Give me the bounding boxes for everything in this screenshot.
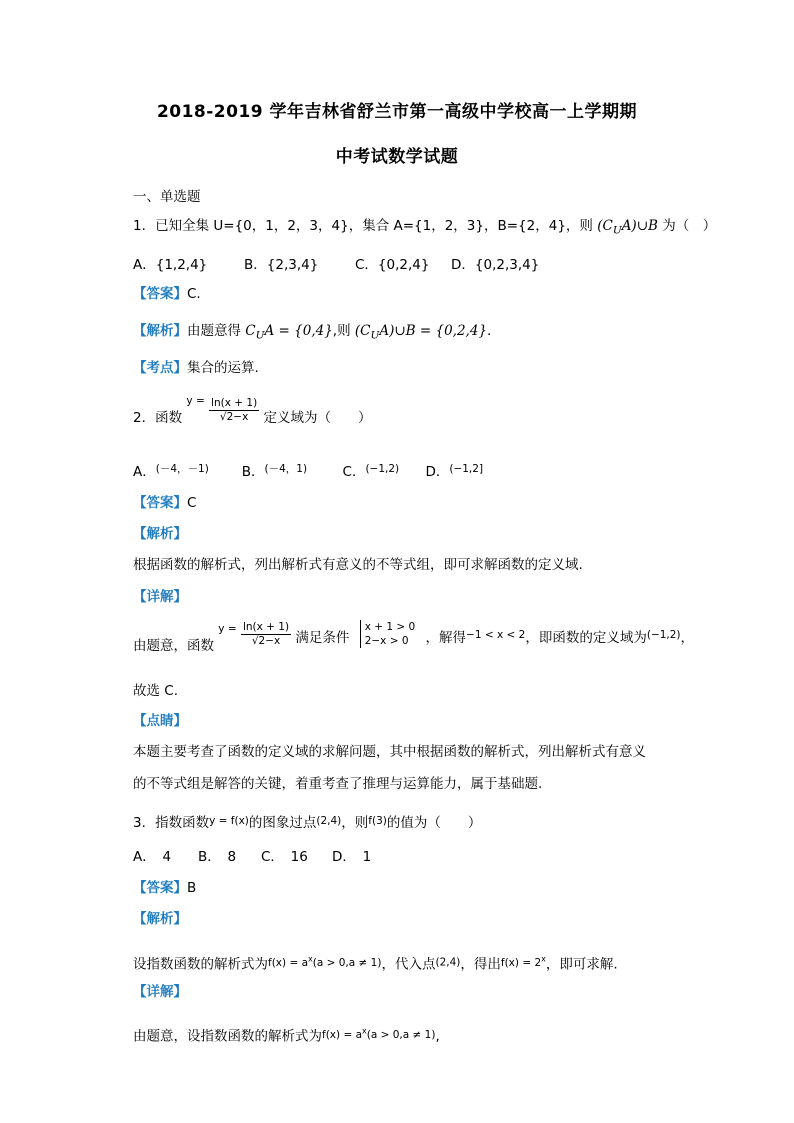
q2-comment-tag-text: 【点睛】	[133, 713, 187, 729]
q2-detail-fraction	[241, 621, 291, 648]
q3-options	[133, 848, 371, 866]
q2-option-b-label: B．	[241, 464, 265, 480]
q3-detail-tag-text: 【详解】	[133, 984, 187, 1000]
q1-point-tag: 【考点】	[133, 360, 187, 376]
q3-stem-a: 3．指数函数	[133, 815, 210, 831]
q3-analysis-fx	[268, 954, 382, 969]
q2-option-a: (－4，－1)	[155, 463, 209, 475]
q3-analysis-result-sup: x	[541, 954, 546, 963]
q3-detail-fx-text: f(x) = a	[322, 1028, 363, 1041]
q1-option-d: D．{0,2,3,4}	[451, 257, 540, 273]
q1-analysis-math-2b: A)∪B = {0,2,4}	[379, 323, 488, 339]
q1-option-a: A．{1,2,4}	[133, 257, 208, 273]
q1-stem-end: 为（ ）	[662, 218, 717, 234]
q2-inequality-system	[360, 620, 416, 648]
q3-detail-text-a: 由题意，设指数函数的解析式为	[133, 1028, 322, 1045]
q2-fn-denominator: √2−x	[219, 410, 249, 423]
q3-detail-fx-sup: x	[362, 1026, 367, 1035]
q2-choose: 故选 C.	[133, 683, 179, 699]
q2-detail	[133, 620, 694, 655]
q3-analysis	[133, 950, 618, 974]
document-title-line-1: 2018-2019 学年吉林省舒兰市第一高级中学校高一上学期期	[156, 102, 638, 122]
q3-answer-value: B	[187, 880, 197, 896]
q1-expr-a: (C	[597, 218, 613, 234]
q2-option-c-label: C．	[342, 464, 366, 480]
q2-fn-fraction	[209, 397, 259, 424]
q3-analysis-text-c: ，得出	[460, 956, 501, 973]
q2-option-b: (－4，1)	[264, 463, 308, 475]
q2-option-d-label: D．	[425, 464, 450, 480]
document-title-line-2: 中考试数学试题	[335, 147, 459, 167]
q3-analysis-fx-text: f(x) = a	[268, 956, 309, 969]
q3-answer-tag: 【答案】	[133, 880, 187, 896]
q1-analysis-end: .	[487, 323, 492, 339]
q1-analysis-sub-2: U	[370, 329, 380, 342]
q2-fn-y: y =	[186, 395, 205, 407]
q3-stem-f3: f(3)	[368, 815, 387, 827]
q3-analysis-text-b: ，代入点	[381, 956, 436, 973]
q1-analysis-math-1	[245, 323, 333, 342]
q1-stem	[133, 217, 716, 240]
q2-answer-tag: 【答案】	[133, 495, 187, 511]
q2-comment-line-1: 本题主要考查了函数的定义域的求解问题，其中根据函数的解析式，列出解析式有意义	[133, 744, 646, 760]
q2-detail-ineq: −1 < x < 2	[466, 629, 526, 641]
q1-analysis-math-1a: C	[245, 323, 256, 339]
q2-options	[133, 459, 483, 481]
q2-comment-line-2: 的不等式组是解答的关键，着重考查了推理与运算能力，属于基础题.	[133, 776, 543, 792]
q3-detail-cond: (a > 0,a ≠ 1)	[366, 1028, 436, 1041]
q2-system-line-1: x + 1 > 0	[364, 621, 416, 633]
q1-options	[133, 256, 539, 274]
q3-analysis-point: (2,4)	[435, 956, 461, 969]
q2-stem-text: 2．函数	[133, 410, 183, 426]
q2-option-a-label: A．	[133, 464, 156, 480]
q2-option-c: (−1,2)	[365, 463, 400, 475]
q1-analysis-tag: 【解析】	[133, 323, 187, 339]
q3-analysis-fx-sup: x	[308, 954, 313, 963]
q2-fn-numerator: ln(x + 1)	[211, 396, 258, 409]
q1-point	[133, 359, 259, 377]
q2-detail-tag-text: 【详解】	[133, 589, 187, 605]
q1-point-text: 集合的运算.	[187, 360, 259, 376]
q2-stem-end: 定义域为（ ）	[263, 410, 372, 426]
q2-comment-tag	[133, 712, 187, 730]
q3-detail-fx	[322, 1026, 436, 1041]
q2-detail-text-d: ，即函数的定义域为	[525, 630, 647, 646]
q2-detail-text-c: ，解得	[425, 630, 467, 646]
q3-stem-fn: y = f(x)	[209, 815, 249, 827]
q2-detail-text-b: 满足条件	[295, 630, 350, 646]
q3-analysis-tag-text: 【解析】	[133, 911, 187, 927]
q3-analysis-tag	[133, 910, 187, 928]
q3-analysis-text-d: ，即可求解.	[545, 956, 618, 973]
q1-answer	[133, 285, 201, 303]
q1-analysis-text-a: 由题意得	[187, 323, 246, 339]
q1-answer-tag: 【答案】	[133, 286, 187, 302]
q1-analysis	[133, 322, 491, 345]
q2-analysis-text: 根据函数的解析式，列出解析式有意义的不等式组，即可求解函数的定义域.	[133, 557, 583, 573]
q3-stem-b: 的图象过点	[248, 815, 317, 831]
q3-detail-end: ,	[435, 1028, 440, 1045]
q3-option-c: C． 16	[261, 849, 308, 865]
q2-answer-value: C	[187, 495, 197, 511]
q3-detail-tag	[133, 983, 187, 1001]
q3-stem-d: 的值为（ ）	[386, 815, 482, 831]
q3-analysis-cond: (a > 0,a ≠ 1)	[312, 956, 382, 969]
q1-analysis-math-1b: A = {0,4}	[264, 323, 333, 339]
q1-analysis-math-2a: (C	[354, 323, 371, 339]
q3-detail	[133, 1022, 440, 1046]
q3-analysis-text-a: 设指数函数的解析式为	[133, 956, 268, 973]
q3-stem	[133, 812, 481, 832]
q2-stem	[133, 392, 371, 427]
q1-analysis-sub-1: U	[255, 329, 265, 342]
q2-answer	[133, 494, 196, 512]
q1-expr-sub: U	[612, 224, 622, 237]
q3-answer	[133, 879, 196, 897]
q3-option-b: B． 8	[198, 849, 237, 865]
q2-option-d: (−1,2]	[449, 463, 484, 475]
q2-system-line-2: 2−x > 0	[364, 635, 409, 647]
q1-analysis-math-2	[354, 323, 488, 342]
q2-detail-denominator: √2−x	[251, 634, 281, 647]
q2-detail-tag	[133, 588, 187, 606]
q3-analysis-result-text: f(x) = 2	[500, 956, 542, 969]
section-heading: 一、单选题	[133, 189, 201, 205]
q2-detail-numerator: ln(x + 1)	[242, 620, 290, 633]
q1-option-c: C．{0,2,4}	[355, 257, 430, 273]
q1-stem-text: 1．已知全集 U={0，1，2，3，4}，集合 A={1，2，3}，B={2，4}，则	[133, 218, 593, 234]
q2-detail-domain: (−1,2)	[646, 629, 681, 641]
q3-option-d: D． 1	[332, 849, 372, 865]
q2-detail-text-e: ，	[680, 630, 695, 646]
q1-expr-b: A)∪B	[621, 218, 658, 234]
q3-stem-c: ，则	[341, 815, 369, 831]
q1-expr	[597, 218, 658, 237]
q2-analysis-tag-text: 【解析】	[133, 526, 187, 542]
q2-analysis-tag	[133, 525, 187, 543]
q2-detail-text-a: 由题意，函数	[133, 638, 214, 654]
q3-analysis-result	[500, 954, 546, 969]
q1-option-b: B．{2,3,4}	[244, 257, 319, 273]
q2-detail-y: y =	[218, 623, 237, 635]
q3-stem-point: (2,4)	[316, 815, 342, 827]
q1-analysis-text-b: ,则	[332, 323, 355, 339]
q3-option-a: A． 4	[133, 849, 172, 865]
q1-answer-value: C.	[187, 286, 201, 302]
